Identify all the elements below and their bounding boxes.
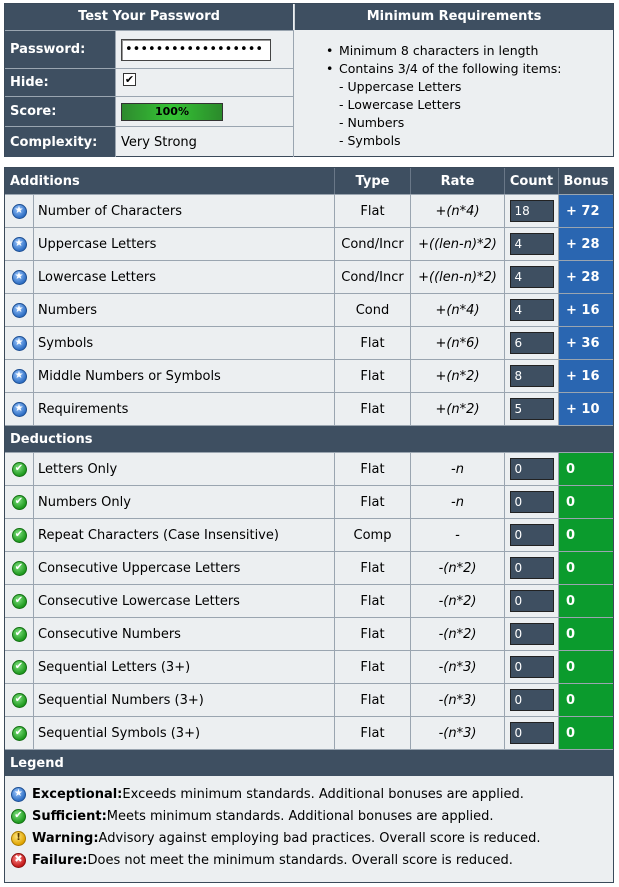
count-field: 6 [510, 332, 554, 354]
count-field: 4 [510, 266, 554, 288]
table-row: ✔ Consecutive Numbers Flat -(n*2) 0 0 [5, 617, 613, 650]
count-field: 0 [510, 722, 554, 744]
legend-item: ★ Exceptional: Exceeds minimum standards. Additional bonuses are applied. [11, 783, 613, 805]
additions-header: Additions [10, 173, 80, 189]
bonus-value: 0 [558, 618, 613, 650]
legend-item: ✖ Failure: Does not meet the minimum standards. Overall score is reduced. [11, 849, 613, 871]
star-icon: ★ [12, 204, 27, 219]
bonus-value: + 10 [558, 393, 613, 425]
count-field: 0 [510, 689, 554, 711]
table-row: ★ Number of Characters Flat +(n*4) 18 + 72 [5, 194, 613, 227]
requirement-sub-item: - Symbols [339, 133, 401, 148]
count-field: 0 [510, 524, 554, 546]
table-row: ★ Requirements Flat +(n*2) 5 + 10 [5, 392, 613, 425]
star-icon: ★ [12, 402, 27, 417]
table-row: ★ Numbers Cond +(n*4) 4 + 16 [5, 293, 613, 326]
table-row: ★ Lowercase Letters Cond/Incr +((len-n)*2) 4 + 28 [5, 260, 613, 293]
test-panel-title: Test Your Password [5, 4, 293, 30]
password-input[interactable] [121, 39, 271, 61]
table-row: ★ Symbols Flat +(n*6) 6 + 36 [5, 326, 613, 359]
check-icon: ✔ [12, 528, 27, 543]
bonus-value: 0 [558, 453, 613, 485]
score-label: Score: [5, 97, 116, 126]
star-icon: ★ [11, 787, 26, 802]
check-icon: ✔ [12, 495, 27, 510]
table-row: ✔ Repeat Characters (Case Insensitive) Comp - 0 0 [5, 518, 613, 551]
complexity-value: Very Strong [121, 134, 197, 150]
legend-header: Legend [5, 749, 613, 776]
bonus-value: + 36 [558, 327, 613, 359]
legend-list [5, 783, 613, 871]
count-field: 0 [510, 458, 554, 480]
score-row [5, 96, 293, 126]
bonus-value: 0 [558, 552, 613, 584]
table-row: ★ Uppercase Letters Cond/Incr +((len-n)*2) 4 + 28 [5, 227, 613, 260]
check-icon: ✔ [12, 726, 27, 741]
legend-item: ! Warning: Advisory against employing bad practices. Overall score is reduced. [11, 827, 613, 849]
table-row: ✔ Letters Only Flat -n 0 0 [5, 452, 613, 485]
table-row: ✔ Consecutive Lowercase Letters Flat -(n*2) 0 0 [5, 584, 613, 617]
password-test-panel [4, 3, 614, 157]
requirement-sub-item: - Lowercase Letters [339, 97, 461, 112]
count-field: 4 [510, 299, 554, 321]
bonus-value: + 16 [558, 360, 613, 392]
check-icon: ✔ [12, 693, 27, 708]
requirements-list [294, 30, 613, 157]
bonus-value: + 72 [558, 195, 613, 227]
check-icon: ✔ [12, 462, 27, 477]
legend-item: ✔ Sufficient: Meets minimum standards. Additional bonuses are applied. [11, 805, 613, 827]
scoring-table [4, 167, 614, 883]
deductions-header: Deductions [5, 425, 613, 452]
count-field: 0 [510, 557, 554, 579]
check-icon: ✔ [11, 809, 26, 824]
count-header: Count [504, 168, 558, 194]
bonus-value: + 28 [558, 228, 613, 260]
type-header: Type [334, 168, 410, 194]
requirement-item: • Minimum 8 characters in length [326, 42, 613, 60]
hide-label: Hide: [5, 69, 116, 96]
star-icon: ★ [12, 303, 27, 318]
table-row: ✔ Sequential Numbers (3+) Flat -(n*3) 0 0 [5, 683, 613, 716]
table-row: ✔ Sequential Symbols (3+) Flat -(n*3) 0 0 [5, 716, 613, 749]
star-icon: ★ [12, 237, 27, 252]
star-icon: ★ [12, 336, 27, 351]
check-icon: ✔ [12, 561, 27, 576]
requirement-sub-item: - Numbers [339, 115, 405, 130]
count-field: 5 [510, 398, 554, 420]
count-field: 0 [510, 656, 554, 678]
count-field: 0 [510, 590, 554, 612]
failure-icon: ✖ [11, 853, 26, 868]
bonus-value: 0 [558, 717, 613, 749]
table-row: ✔ Numbers Only Flat -n 0 0 [5, 485, 613, 518]
count-field: 18 [510, 200, 554, 222]
count-field: 0 [510, 491, 554, 513]
bonus-value: 0 [558, 486, 613, 518]
count-field: 8 [510, 365, 554, 387]
bonus-header: Bonus [558, 168, 613, 194]
bonus-value: 0 [558, 585, 613, 617]
bonus-value: + 16 [558, 294, 613, 326]
table-header [5, 168, 613, 194]
hide-checkbox[interactable]: ✔ [124, 73, 135, 86]
hide-row [5, 68, 293, 96]
complexity-row [5, 126, 293, 157]
score-bar: 100% [121, 103, 223, 121]
bonus-value: 0 [558, 651, 613, 683]
bonus-value: 0 [558, 519, 613, 551]
check-icon: ✔ [12, 627, 27, 642]
password-label: Password: [5, 31, 116, 68]
star-icon: ★ [12, 369, 27, 384]
count-field: 0 [510, 623, 554, 645]
table-row: ✔ Consecutive Uppercase Letters Flat -(n*2) 0 0 [5, 551, 613, 584]
complexity-label: Complexity: [5, 127, 116, 157]
requirement-item: • Contains 3/4 of the following items: [326, 60, 613, 78]
star-icon: ★ [12, 270, 27, 285]
bonus-value: + 28 [558, 261, 613, 293]
warning-icon: ! [11, 831, 26, 846]
rate-header: Rate [410, 168, 504, 194]
check-icon: ✔ [12, 660, 27, 675]
count-field: 4 [510, 233, 554, 255]
check-icon: ✔ [12, 594, 27, 609]
bonus-value: 0 [558, 684, 613, 716]
password-row [5, 30, 293, 68]
table-row: ★ Middle Numbers or Symbols Flat +(n*2) 8 + 16 [5, 359, 613, 392]
requirements-title: Minimum Requirements [294, 4, 613, 30]
requirement-sub-item: - Uppercase Letters [339, 79, 462, 94]
table-row: ✔ Sequential Letters (3+) Flat -(n*3) 0 0 [5, 650, 613, 683]
